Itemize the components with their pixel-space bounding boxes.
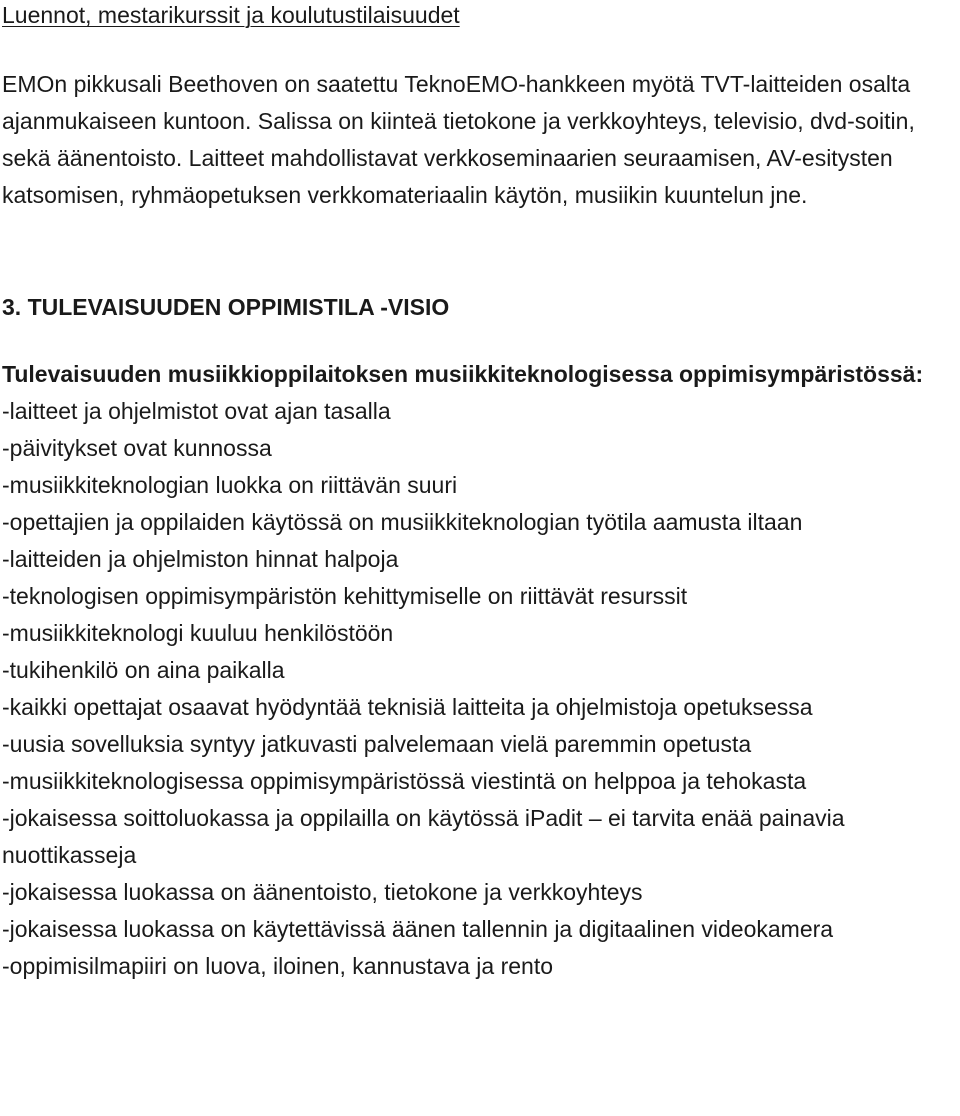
- list-item: -jokaisessa luokassa on äänentoisto, tietokone ja verkkoyhteys: [2, 879, 643, 905]
- list-item: -kaikki opettajat osaavat hyödyntää teknisiä laitteita ja ohjelmistoja opetuksessa: [2, 694, 813, 720]
- list-item: -laitteiden ja ohjelmiston hinnat halpoja: [2, 546, 399, 572]
- intro-paragraph: EMOn pikkusali Beethoven on saatettu TeknoEMO-hankkeen myötä TVT-laitteiden osalta ajanmukaiseen kuntoon. Salissa on kiinteä tietokone ja verkkoyhteys, televisio, dvd-soitin, sekä äänentoisto. Laitteet mahdollistavat verkkoseminaarien seuraamisen, AV-esitysten katsomisen, ryhmäopetuksen verkkomateriaalin käytön, musiikin kuuntelun jne.: [2, 71, 915, 208]
- vision-heading: Tulevaisuuden musiikkioppilaitoksen musiikkiteknologisessa oppimisympäristössä:: [2, 361, 924, 387]
- chapter-heading: 3. TULEVAISUUDEN OPPIMISTILA -VISIO: [2, 294, 450, 320]
- list-item: -jokaisessa soittoluokassa ja oppilailla on käytössä iPadit – ei tarvita enää painavia nuottikasseja: [2, 805, 845, 868]
- list-item: -tukihenkilö on aina paikalla: [2, 657, 285, 683]
- list-item: -uusia sovelluksia syntyy jatkuvasti palvelemaan vielä paremmin opetusta: [2, 731, 752, 757]
- list-item: -laitteet ja ohjelmistot ovat ajan tasalla: [2, 398, 391, 424]
- list-item: -oppimisilmapiiri on luova, iloinen, kannustava ja rento: [2, 953, 554, 979]
- section-title: Luennot, mestarikurssit ja koulutustilaisuudet: [2, 2, 460, 28]
- list-item: -musiikkiteknologian luokka on riittävän suuri: [2, 472, 458, 498]
- list-item: -jokaisessa luokassa on käytettävissä äänen tallennin ja digitaalinen videokamera: [2, 916, 834, 942]
- vision-list: [2, 393, 956, 985]
- list-item: -päivitykset ovat kunnossa: [2, 435, 272, 461]
- list-item: -teknologisen oppimisympäristön kehittymiselle on riittävät resurssit: [2, 583, 688, 609]
- document-page: [2, 0, 956, 985]
- list-item: -musiikkiteknologi kuuluu henkilöstöön: [2, 620, 394, 646]
- list-item: -opettajien ja oppilaiden käytössä on musiikkiteknologian työtila aamusta iltaan: [2, 509, 803, 535]
- list-item: -musiikkiteknologisessa oppimisympäristössä viestintä on helppoa ja tehokasta: [2, 768, 807, 794]
